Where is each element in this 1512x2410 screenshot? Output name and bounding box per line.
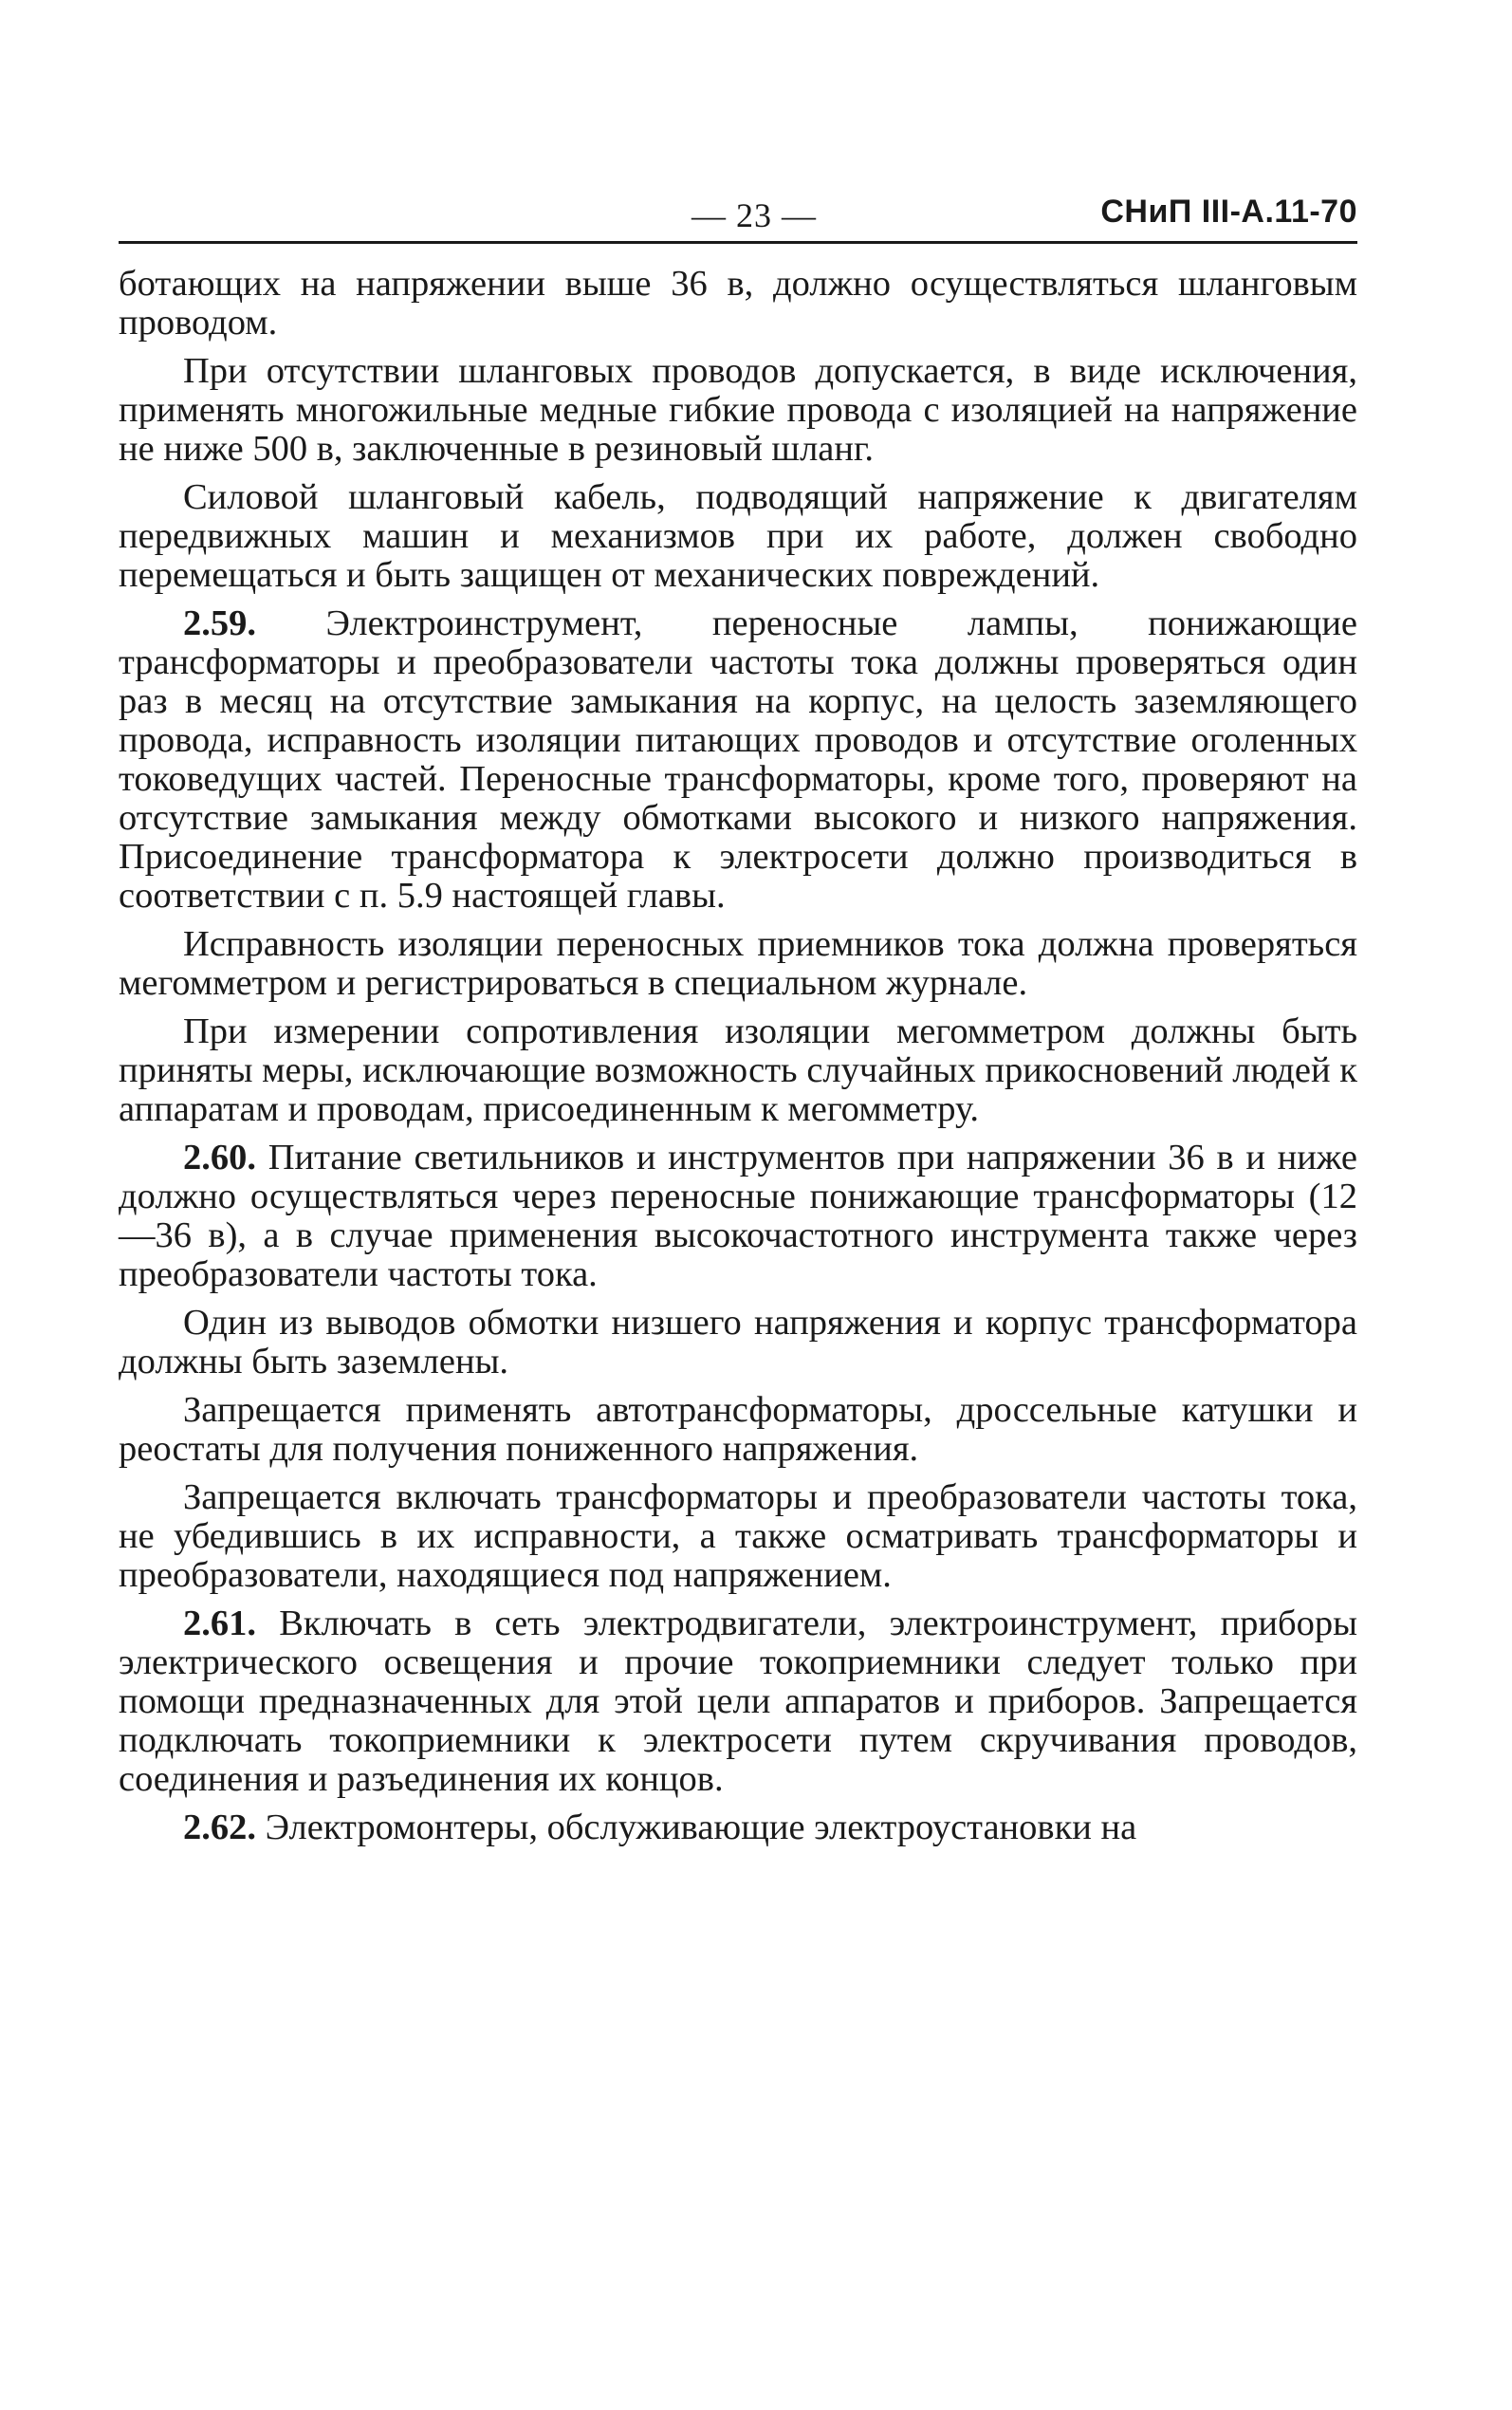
clause-number: 2.62. [183,1808,256,1847]
paragraph: При измерении сопротивления изоляции мегомметром должны быть приняты меры, исключающие возможность случайных прикосновений людей к аппаратам и проводам, присоединенным к мегомметру. [119,1011,1357,1129]
clause-number: 2.61. [183,1604,256,1643]
paragraph: Запрещается применять автотрансформаторы, дроссельные катушки и реостаты для получения пониженного напряжения. [119,1390,1357,1469]
clause-2-62: 2.62. Электромонтеры, обслуживающие электроустановки на [183,1808,1137,1847]
clause-2-60: 2.60. Питание светильников и инструментов при напряжении 36 в и ниже должно осуществляться через переносные понижающие трансформаторы (12—36 в), а в случае применения высокочастотного инструмента также через преобразователи частоты тока. [119,1138,1357,1294]
page-number: — 23 — [691,196,817,234]
clause-2-59: 2.59. Электроинструмент, переносные лампы, понижающие трансформаторы и преобразователи частоты тока должны проверяться один раз в месяц на отсутствие замыкания на корпус, на целость заземляющего провода, исправность изоляции питающих проводов и отсутствие оголенных токоведущих частей. Переносные трансформаторы, кроме того, проверяют на отсутствие замыкания между обмотками высокого и низкого напряжения. Присоединение трансформатора к электросети должно производиться в соответствии с п. 5.9 настоящей главы. [119,603,1358,916]
page-header [119,190,1357,244]
document-code: СНиП III-А.11-70 [1100,194,1357,230]
paragraph: Силовой шланговый кабель, подводящий напряжение к двигателям передвижных машин и механизмов при их работе, должен свободно перемещаться и быть защищен от механических повреждений. [119,477,1357,595]
clause-number: 2.59. [183,603,256,643]
document-body [119,265,1357,1847]
clause-2-61: 2.61. Включать в сеть электродвигатели, электроинструмент, приборы электрического освещения и прочие токоприемники следует только при помощи предназначенных для этой цели аппаратов и приборов. Запрещается подключать токоприемники к электросети путем скручивания проводов, соединения и разъединения их концов. [119,1604,1357,1799]
paragraph-continuation: ботающих на напряжении выше 36 в, должно осуществляться шланговым проводом. [119,264,1357,343]
paragraph: При отсутствии шланговых проводов допускается, в виде исключения, применять многожильные медные гибкие провода с изоляцией на напряжение не ниже 500 в, заключенные в резиновый шланг. [119,351,1357,469]
clause-number: 2.60. [183,1138,256,1177]
document-page [119,190,1357,1857]
paragraph: Один из выводов обмотки низшего напряжения и корпус трансформатора должны быть заземлены. [119,1303,1357,1381]
paragraph: Исправность изоляции переносных приемников тока должна проверяться мегомметром и регистрироваться в специальном журнале. [119,924,1357,1003]
paragraph: Запрещается включать трансформаторы и преобразователи частоты тока, не убедившись в их исправности, а также осматривать трансформаторы и преобразователи, находящиеся под напряжением. [119,1477,1357,1595]
